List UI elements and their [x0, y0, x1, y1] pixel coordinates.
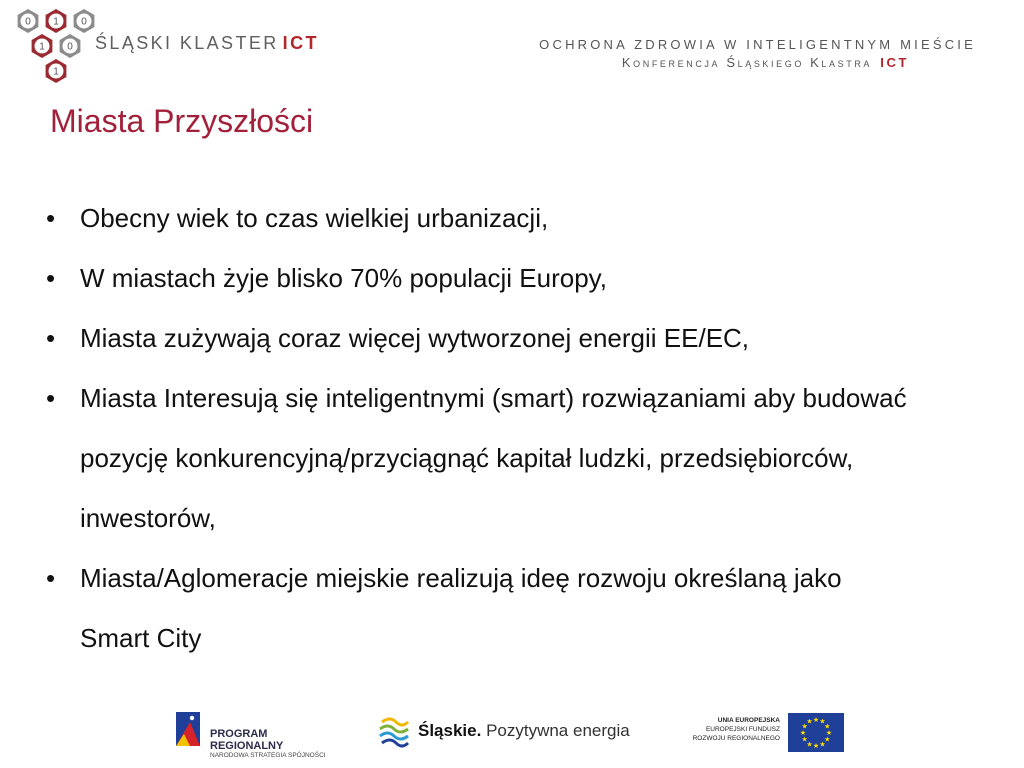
eu-line1: UNIA EUROPEJSKA [717, 717, 780, 724]
eu-star-icon: ★ [806, 741, 813, 749]
eu-star-icon: ★ [812, 717, 820, 724]
eu-flag-icon [788, 713, 844, 752]
bullet-item: • Miasta zużywają coraz więcej wytworzonej energii EE/EC, [44, 308, 984, 368]
eu-star-icon: ★ [824, 723, 831, 731]
program-regionalny-text [210, 728, 283, 752]
brand-name-text: ŚLĄSKI KLASTER [95, 33, 279, 53]
eu-star-icon: ★ [824, 736, 831, 744]
program-tagline: NARODOWA STRATEGIA SPÓJNOŚCI [210, 752, 326, 759]
brand-name [95, 33, 319, 54]
logo-digit: 1 [39, 41, 45, 53]
conference-ict: ICT [880, 55, 909, 70]
bullet-item: • Miasta Interesują się inteligentnymi (smart) rozwiązaniami aby budować pozycję konkurencyjną/przyciągnąć kapitał ludzki, przedsiębiorców, inwestorów, [44, 368, 985, 548]
eu-star-icon: ★ [806, 718, 813, 726]
footer-logos [0, 700, 1024, 768]
program-line1: PROGRAM [210, 728, 268, 740]
conference-subtitle-text: Konferencja Śląskiego Klastra [621, 55, 873, 70]
eu-star-icon: ★ [801, 736, 808, 744]
logo-digit: 0 [25, 16, 31, 28]
eu-star-icon: ★ [799, 730, 807, 737]
eu-star-icon: ★ [819, 718, 826, 726]
bullet-item: • Miasta/Aglomeracje miejskie realizują ideę rozwoju określaną jako Smart City [44, 548, 900, 668]
bullet-item: • Obecny wiek to czas wielkiej urbanizacji, [44, 188, 984, 248]
slaskie-slogan: Pozytywna energia [486, 721, 630, 740]
bullet-list [44, 188, 984, 668]
bullet-item: • W miastach żyje blisko 70% populacji Europy, [44, 248, 984, 308]
logo-digit: 1 [53, 66, 59, 78]
eu-text [680, 716, 780, 743]
slaskie-text [418, 721, 630, 741]
klaster-logo-icon [14, 8, 106, 90]
logo-digit: 0 [67, 41, 73, 53]
slaskie-name: Śląskie. [418, 721, 482, 740]
eu-star-icon: ★ [812, 743, 820, 750]
conference-subtitle [622, 55, 909, 70]
logo-digit: 1 [53, 16, 59, 28]
program-line2: REGIONALNY [210, 740, 284, 752]
slide-title: Miasta Przyszłości [50, 103, 314, 139]
eu-line3: ROZWOJU REGIONALNEGO [692, 735, 780, 742]
brand-ict: ICT [282, 33, 319, 53]
eu-line2: EUROPEJSKI FUNDUSZ [705, 726, 780, 733]
eu-star-icon: ★ [819, 741, 826, 749]
logo-digit: 0 [81, 16, 87, 28]
conference-title: OCHRONA ZDROWIA W INTELIGENTNYM MIEŚCIE [539, 37, 976, 52]
program-regionalny-icon [172, 708, 204, 748]
eu-star-icon: ★ [801, 723, 808, 731]
eu-star-icon: ★ [825, 730, 833, 737]
slaskie-wave-icon [378, 714, 412, 748]
